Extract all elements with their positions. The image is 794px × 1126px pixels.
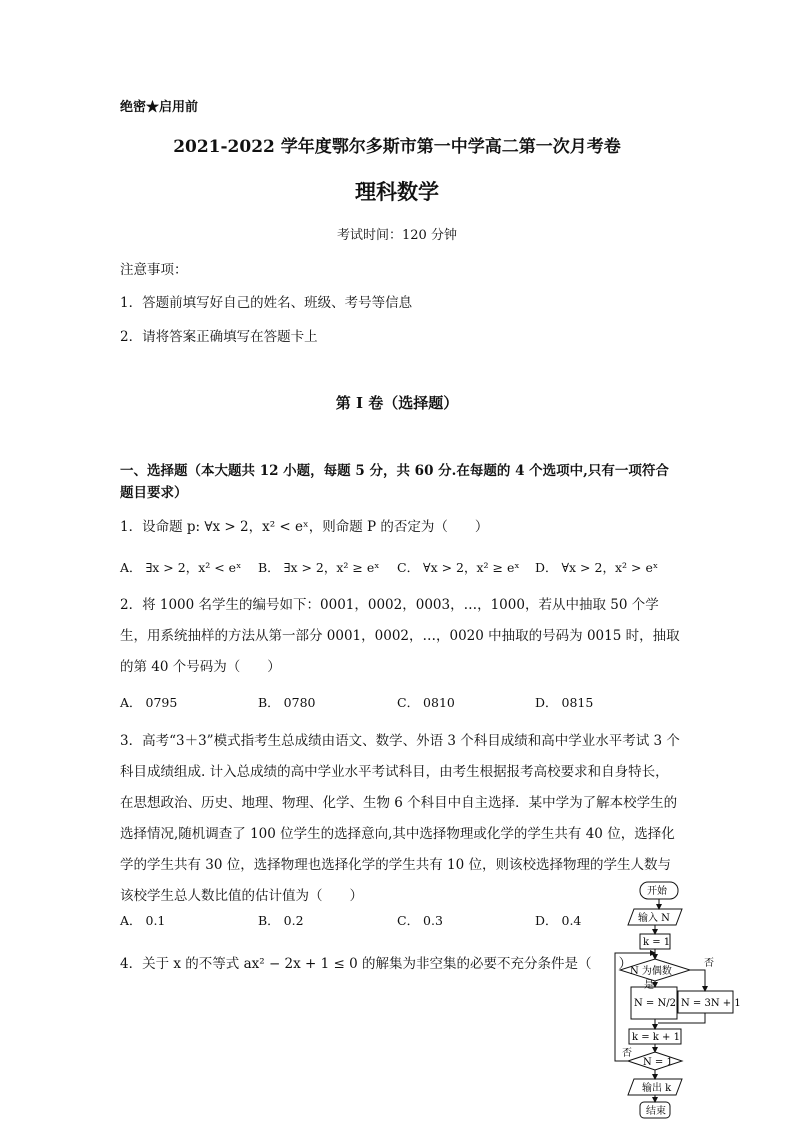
question-3: 3．高考“3＋3”模式指考生总成绩由语文、数学、外语 3 个科目成绩和高中学业水平考试 3 个科目成绩组成. 计入总成绩的高中学业水平考试科目，由考生根据报考高校要求和自身特长，在思想政治、历史、地理、物理、化学、生物 6 个科目中自主选择．某中学为了解本校学生的选择情况,随机调查了 100 位学生的选择意向,其中选择物理或化学的学生共有 40 位，选择化学的学生共有 30 位，选择物理也选择化学的学生共有 10 位，则该校选择物理的学生人数与该校学生总人数比值的估计值为（ ） [120, 733, 680, 904]
q2-option-b: B． 0780 [258, 695, 316, 710]
q2-option-a: A． 0795 [120, 695, 178, 710]
flowchart [600, 876, 760, 1126]
q1-option-b: B． ∃x > 2，x² ≥ eˣ [258, 560, 380, 575]
flow-even: N = N/2 [634, 998, 676, 1009]
question-1: 1．设命题 p: ∀x > 2，x² < eˣ，则命题 P 的否定为（ ） [120, 519, 489, 535]
flow-cond2: N = 1 [643, 1057, 673, 1068]
q1-option-c: C． ∀x > 2，x² ≥ eˣ [397, 560, 520, 575]
flow-cond1: N 为偶数 [630, 966, 672, 977]
flow-odd: N = 3N + 1 [681, 998, 741, 1009]
notice-item-1: 1．答题前填写好自己的姓名、班级、考号等信息 [120, 295, 413, 311]
q3-option-b: B． 0.2 [258, 913, 304, 928]
question-2: 2．将 1000 名学生的编号如下：0001，0002，0003，…，1000，若从中抽取 50 个学生，用系统抽样的方法从第一部分 0001，0002，…，0020 中抽取的号码为 0015 时，抽取的第 40 个号码为（ ） [120, 597, 680, 675]
q3-option-a: A． 0.1 [120, 913, 166, 928]
exam-time: 考试时间：120 分钟 [337, 228, 457, 243]
flow-start: 开始 [647, 886, 667, 897]
question-4: 4．关于 x 的不等式 ax² − 2x + 1 ≤ 0 的解集为非空集的必要不充分条件是（ ） [120, 956, 633, 972]
q3-option-d: D． 0.4 [535, 913, 582, 928]
notice-heading: 注意事项： [120, 262, 188, 278]
notice-item-2: 2．请将答案正确填写在答题卡上 [120, 329, 318, 345]
q1-option-a: A． ∃x > 2，x² < eˣ [120, 560, 242, 575]
confidential-mark: 绝密★启用前 [120, 100, 199, 115]
section-heading: 一、选择题（本大题共 12 小题，每题 5 分，共 60 分.在每题的 4 个选项中,只有一项符合题目要求） [120, 463, 669, 501]
q2-option-c: C． 0810 [397, 695, 455, 710]
flow-input: 输入 N [638, 913, 670, 924]
flow-no-2: 否 [622, 1048, 632, 1059]
q2-option-d: D． 0815 [535, 695, 594, 710]
flow-inc: k = k + 1 [632, 1032, 680, 1043]
flow-no: 否 [704, 958, 714, 969]
flow-yes: 是 [644, 980, 654, 991]
exam-title: 2021-2022 学年度鄂尔多斯市第一中学高二第一次月考卷 [173, 137, 621, 157]
subject-title: 理科数学 [355, 179, 439, 204]
flow-end: 结束 [646, 1106, 666, 1117]
flow-init: k = 1 [643, 937, 671, 948]
q1-option-d: D． ∀x > 2，x² > eˣ [535, 560, 659, 575]
volume-heading: 第 I 卷（选择题） [335, 394, 459, 412]
q3-option-c: C． 0.3 [397, 913, 443, 928]
flow-output: 输出 k [642, 1083, 672, 1094]
